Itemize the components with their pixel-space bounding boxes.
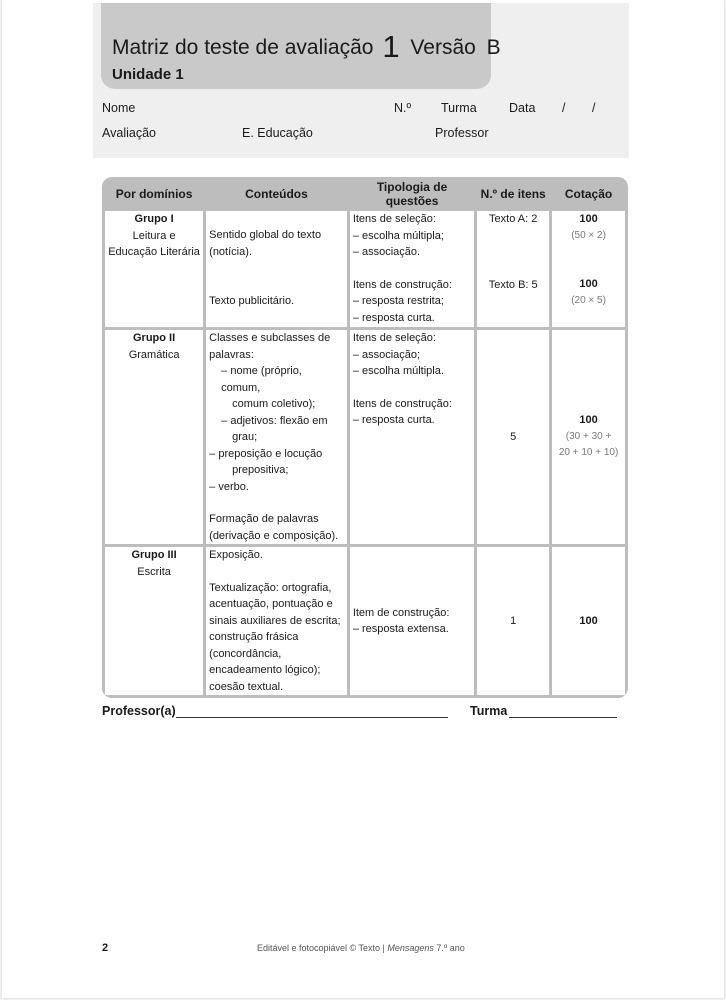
typology-line: – associação. — [352, 246, 421, 258]
field-professor: Professor — [435, 126, 489, 140]
version-label: Versão — [410, 36, 476, 59]
typology-line: – resposta curta. — [352, 414, 435, 426]
content-line: Exposição. — [209, 549, 263, 561]
group-3-items — [477, 547, 549, 695]
assessment-matrix-table — [102, 177, 628, 698]
typology-line: Itens de construção: — [352, 397, 452, 410]
group-3-title: Grupo III — [131, 549, 177, 561]
score-detail: (50 × 2) — [571, 229, 606, 241]
group-3-cell — [105, 547, 203, 695]
group-3-typology — [350, 547, 474, 695]
page-number: 2 — [102, 942, 109, 954]
typology-line: Itens de seleção: — [352, 213, 436, 225]
turma-line — [509, 717, 617, 718]
content-line: acentuação, pontuação e — [209, 598, 333, 610]
header-dominios: Por domínios — [105, 180, 203, 208]
group-1-line: Leitura e — [132, 229, 176, 242]
content-line: Textualização: ortografia, — [209, 581, 332, 594]
typology-line: Item de construção: — [352, 606, 450, 619]
professor-signature-label: Professor(a) — [102, 704, 176, 718]
content-line: palavras: — [209, 348, 254, 361]
group-1-typology — [350, 211, 474, 327]
items-count: Texto A: 2 — [489, 213, 538, 225]
content-line: sinais auxiliares de escrita; — [209, 614, 341, 627]
score-detail: (20 × 5) — [571, 294, 606, 306]
group-2-subtitle: Gramática — [128, 348, 180, 361]
table-row — [105, 330, 625, 544]
content-line: Texto publicitário. — [209, 295, 295, 307]
content-line: prepositiva; — [232, 464, 289, 476]
group-2-title: Grupo II — [132, 332, 176, 344]
content-line: Formação de palavras — [209, 513, 319, 525]
title-number: 1 — [382, 29, 400, 64]
credit-book-title: Mensagens — [387, 943, 434, 953]
content-line: comum coletivo); — [232, 398, 316, 410]
group-1-items — [477, 211, 549, 327]
table-row — [105, 547, 625, 695]
typology-line: – resposta extensa. — [352, 623, 449, 635]
content-line: (derivação e composição). — [209, 529, 339, 542]
content-line: – preposição e locução — [209, 447, 323, 460]
group-2-items — [477, 330, 549, 544]
header-cotacao: Cotação — [552, 180, 625, 208]
score-value: 100 — [579, 414, 598, 427]
content-line: encadeamento lógico); — [209, 664, 321, 676]
group-1-cell — [105, 211, 203, 327]
professor-signature-line — [176, 717, 448, 718]
credit-text: Editável e fotocopiável © Texto | — [257, 943, 388, 953]
group-2-contents — [206, 330, 347, 544]
credit-line — [257, 943, 465, 953]
field-turma: Turma — [441, 101, 477, 115]
content-line: (notícia). — [209, 245, 252, 258]
content-line: (concordância, — [209, 647, 282, 660]
items-count: 1 — [510, 614, 517, 627]
score-value: 100 — [579, 614, 598, 627]
field-numero: N.º — [394, 101, 412, 115]
group-1-contents — [206, 211, 347, 327]
content-line: construção frásica — [209, 631, 299, 643]
credit-grade: 7.º ano — [433, 943, 465, 953]
field-data: Data — [509, 101, 536, 115]
content-line: Classes e subclasses de — [209, 332, 331, 344]
group-1-title: Grupo I — [134, 213, 174, 225]
date-slash-1: / — [562, 101, 566, 115]
typology-line: – resposta restrita; — [352, 295, 444, 307]
content-line: grau; — [232, 431, 258, 443]
score-detail: 20 + 10 + 10) — [558, 447, 619, 459]
field-educacao: E. Educação — [242, 126, 313, 140]
header-tipologia: Tipologia de questões — [350, 180, 474, 208]
content-line: Sentido global do texto — [209, 229, 322, 241]
version-letter: B — [486, 36, 501, 59]
content-line: – verbo. — [209, 480, 249, 493]
header-conteudos: Conteúdos — [206, 180, 347, 208]
content-line: – adjetivos: flexão em — [221, 414, 328, 427]
typology-line: – escolha múltipla. — [352, 365, 444, 377]
group-3-subtitle: Escrita — [137, 565, 171, 578]
table-row — [105, 211, 625, 327]
score-detail: (30 + 30 + — [565, 430, 612, 442]
typology-line: – associação; — [352, 348, 421, 361]
turma-label: Turma — [470, 704, 508, 718]
date-slash-2: / — [592, 101, 596, 115]
content-line: coesão textual. — [209, 680, 284, 693]
group-1-line: Educação Literária — [108, 246, 200, 258]
group-3-score — [552, 547, 625, 695]
header-itens: N.º de itens — [477, 180, 549, 208]
table-header-row — [105, 180, 625, 208]
content-line: – nome (próprio, comum, — [221, 365, 302, 394]
group-2-score — [552, 330, 625, 544]
typology-line: – resposta curta. — [352, 311, 435, 324]
items-count: Texto B: 5 — [488, 278, 538, 291]
field-avaliacao: Avaliação — [102, 126, 156, 140]
typology-line: Itens de seleção: — [352, 332, 436, 344]
items-count: 5 — [510, 430, 517, 443]
score-value: 100 — [579, 213, 598, 225]
group-2-cell — [105, 330, 203, 544]
typology-line: Itens de construção: — [352, 278, 452, 291]
field-nome: Nome — [102, 101, 136, 115]
group-3-contents — [206, 547, 347, 695]
page-title — [112, 26, 501, 62]
score-value: 100 — [579, 278, 598, 290]
unit-label: Unidade 1 — [112, 66, 184, 83]
typology-line: – escolha múltipla; — [352, 229, 444, 242]
group-2-typology — [350, 330, 474, 544]
title-prefix: Matriz do teste de avaliação — [112, 36, 374, 59]
group-1-score — [552, 211, 625, 327]
